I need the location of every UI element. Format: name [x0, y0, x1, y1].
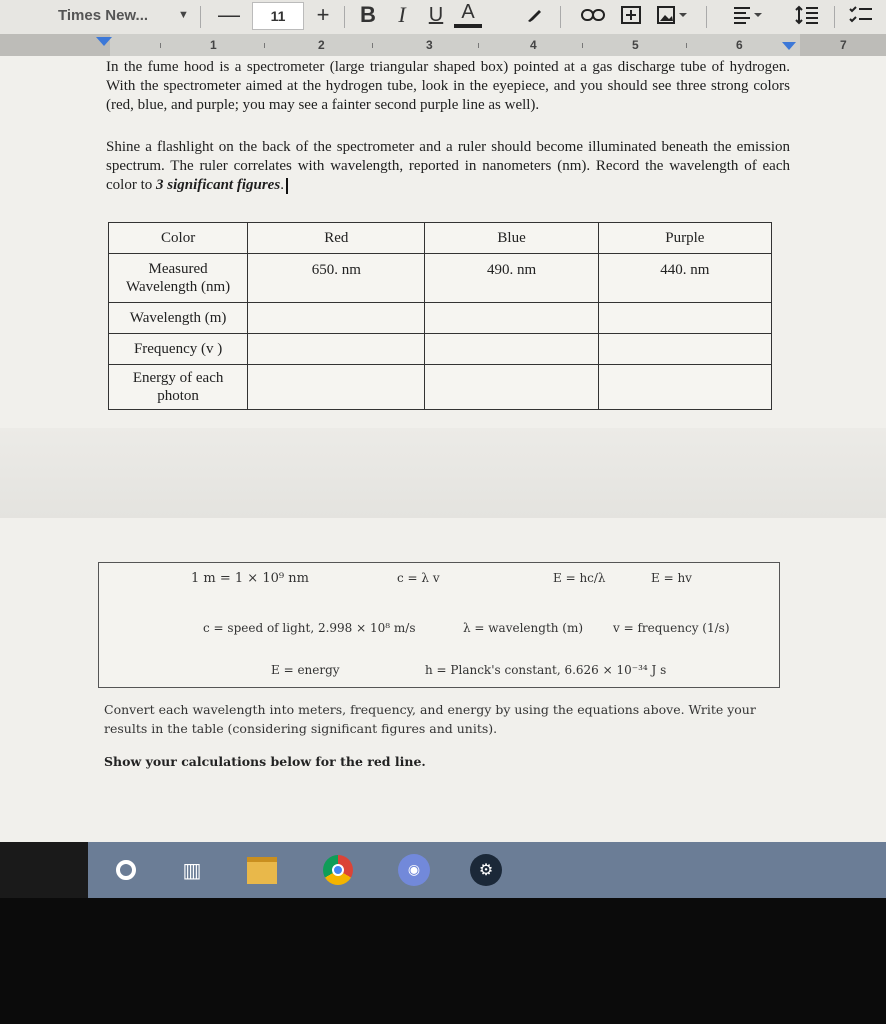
chrome-icon[interactable] [320, 852, 356, 888]
insert-comment-icon[interactable] [616, 0, 646, 30]
definition-frequency: v = frequency (1/s) [613, 621, 730, 635]
toolbar-divider [560, 6, 561, 28]
cell-purple-measured[interactable]: 440. nm [598, 254, 771, 303]
align-left-icon[interactable] [728, 0, 768, 30]
increase-font-size-button[interactable]: + [316, 2, 330, 27]
header-blue[interactable]: Blue [425, 223, 598, 254]
row-label-frequency[interactable]: Frequency (v ) [109, 334, 248, 365]
bold-button[interactable]: B [360, 2, 376, 27]
header-purple[interactable]: Purple [598, 223, 771, 254]
instruction-paragraph-2[interactable] [106, 138, 790, 195]
ruler-number: 3 [426, 38, 433, 52]
row-label-energy[interactable]: Energy of each photon [109, 365, 248, 410]
line-spacing-icon[interactable] [790, 0, 824, 30]
row-label-measured-wavelength[interactable]: Measured Wavelength (nm) [109, 254, 248, 303]
equation-unit-conversion: 1 m = 1 × 10⁹ nm [191, 571, 309, 586]
first-line-indent-marker-icon[interactable] [96, 37, 112, 46]
table-row [109, 365, 772, 410]
paragraph-2-text: Shine a flashlight on the back of the spectrometer and a ruler should become illuminated beneath the emission spectrum. The ruler correlates with wavelength, reported in nanometers (nm). Record the wavelength of each color to [106, 139, 790, 193]
document-page[interactable] [0, 56, 886, 842]
ruler-number: 2 [318, 38, 325, 52]
discord-icon[interactable]: ◉ [396, 852, 432, 888]
cell-red-energy[interactable] [248, 365, 425, 410]
start-icon[interactable] [108, 852, 144, 888]
toolbar-divider [344, 6, 345, 28]
insert-link-icon[interactable] [578, 0, 608, 30]
file-explorer-icon[interactable] [244, 852, 280, 888]
ruler-number: 1 [210, 38, 217, 52]
equations-box[interactable] [98, 562, 780, 688]
header-color[interactable]: Color [109, 223, 248, 254]
cell-blue-energy[interactable] [425, 365, 598, 410]
ruler-tick [372, 43, 373, 48]
ruler-number: 5 [632, 38, 639, 52]
definition-planck-constant: h = Planck's constant, 6.626 × 10⁻³⁴ J s [425, 663, 667, 677]
ruler-number: 7 [840, 38, 847, 52]
checklist-icon[interactable] [844, 0, 878, 30]
definition-energy: E = energy [271, 663, 340, 677]
document-ruler[interactable] [0, 34, 886, 57]
font-dropdown-arrow-icon[interactable]: ▼ [178, 9, 189, 21]
cell-red-frequency[interactable] [248, 334, 425, 365]
text-color-button[interactable]: A [454, 0, 482, 28]
formatting-toolbar [0, 0, 886, 35]
ruler-left-margin [0, 34, 110, 56]
ruler-tick [160, 43, 161, 48]
screen-bezel-bottom [0, 898, 886, 1024]
font-family-select[interactable]: Times New... [58, 6, 149, 24]
ruler-tick [582, 43, 583, 48]
cell-blue-wavelength-m[interactable] [425, 303, 598, 334]
table-header-row [109, 223, 772, 254]
cell-purple-wavelength-m[interactable] [598, 303, 771, 334]
taskbar [88, 842, 886, 898]
conversion-instructions[interactable]: Convert each wavelength into meters, frequency, and energy by using the equations above. Write your results in the table (considering significant figures and units). [104, 702, 756, 736]
font-size-input[interactable]: 11 [252, 2, 304, 30]
text-cursor [286, 178, 288, 194]
toolbar-divider [200, 6, 201, 28]
equation-energy-frequency: E = hv [651, 571, 692, 585]
screen-bezel [0, 842, 88, 898]
cell-red-measured[interactable]: 650. nm [248, 254, 425, 303]
cell-blue-frequency[interactable] [425, 334, 598, 365]
calculations-instructions[interactable]: Show your calculations below for the red line. [104, 754, 426, 769]
right-indent-marker-icon[interactable] [782, 42, 796, 50]
paragraph-2-end: . [280, 177, 284, 193]
ruler-tick [478, 43, 479, 48]
instruction-paragraph-1[interactable]: In the fume hood is a spectrometer (large triangular shaped box) pointed at a gas discharge tube of hydrogen. With the spectrometer aimed at the hydrogen tube, look in the eyepiece, and you should see three strong colors (red, blue, and purple; you may see a fainter second purple line as well). [106, 59, 790, 113]
ruler-number: 6 [736, 38, 743, 52]
wavelength-table[interactable] [108, 222, 772, 410]
ruler-tick [264, 43, 265, 48]
cell-purple-frequency[interactable] [598, 334, 771, 365]
cell-purple-energy[interactable] [598, 365, 771, 410]
table-row [109, 334, 772, 365]
equation-energy-wavelength: E = hc/λ [553, 571, 606, 585]
cell-red-wavelength-m[interactable] [248, 303, 425, 334]
significant-figures-emphasis: 3 significant figures [156, 177, 281, 193]
highlight-pen-icon[interactable] [520, 0, 548, 30]
definition-speed-of-light: c = speed of light, 2.998 × 10⁸ m/s [203, 621, 416, 635]
cell-blue-measured[interactable]: 490. nm [425, 254, 598, 303]
task-view-icon[interactable]: ▥ [182, 858, 202, 882]
header-red[interactable]: Red [248, 223, 425, 254]
steam-icon[interactable]: ⚙ [468, 852, 504, 888]
toolbar-divider [834, 6, 835, 28]
insert-image-icon[interactable] [652, 0, 692, 30]
ruler-number: 4 [530, 38, 537, 52]
page-break [0, 428, 886, 518]
ruler-tick [686, 43, 687, 48]
equation-speed-of-light: c = λ v [397, 571, 440, 585]
table-row [109, 254, 772, 303]
definition-wavelength: λ = wavelength (m) [463, 621, 584, 635]
decrease-font-size-button[interactable]: — [218, 2, 240, 27]
table-row [109, 303, 772, 334]
toolbar-divider [706, 6, 707, 28]
underline-button[interactable]: U [428, 3, 444, 26]
italic-button[interactable]: I [398, 2, 406, 27]
row-label-wavelength-m[interactable]: Wavelength (m) [109, 303, 248, 334]
